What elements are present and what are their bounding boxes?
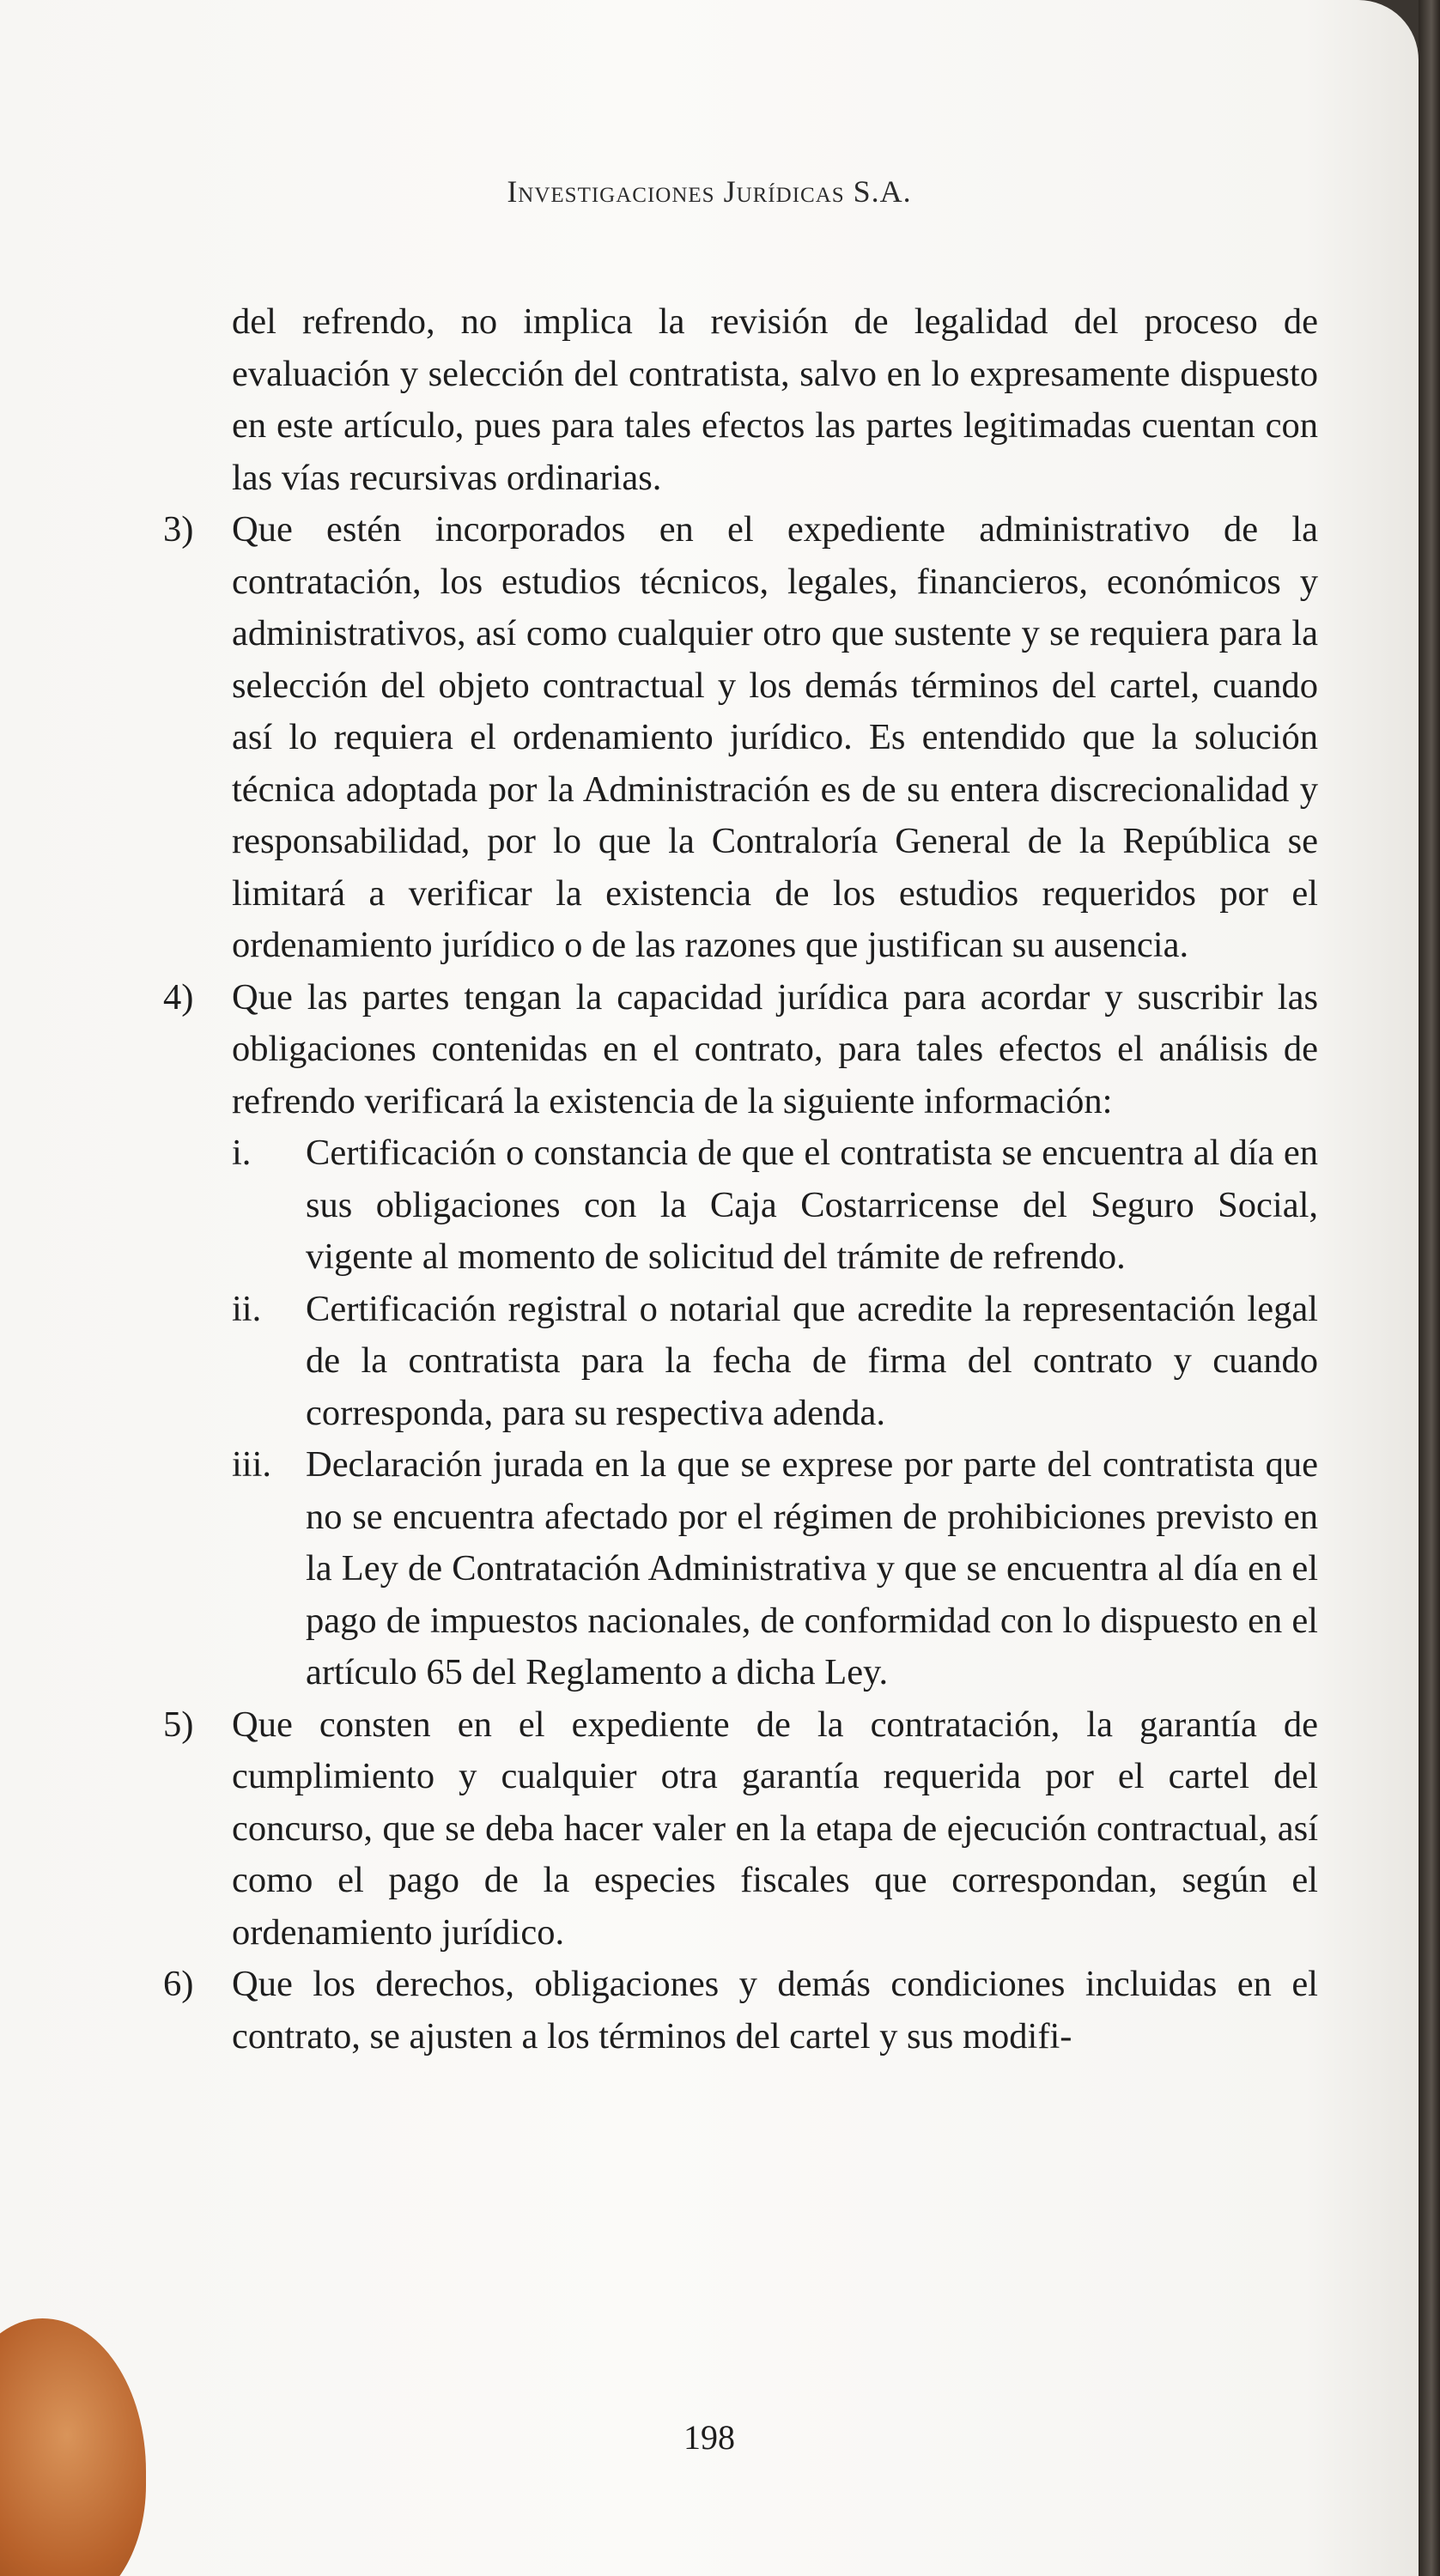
list-item-6 [163, 1959, 1318, 2063]
item-text: Que las partes tengan la capacidad jurídica para acordar y suscribir las obligaciones contenidas en el contrato, para tales efectos el análisis de refrendo verificará la existencia de la siguiente información: [232, 976, 1318, 1121]
thumb-photo-artifact [0, 2318, 146, 2576]
page-number: 198 [684, 2418, 735, 2457]
item-number: 4) [163, 976, 194, 1018]
subitem-text: Certificación o constancia de que el contratista se encuentra al día en sus obligaciones con la Caja Costarricense del Seguro Social, vigente al momento de solicitud del trámite de refrendo. [306, 1133, 1318, 1277]
item-text: Que consten en el expediente de la contratación, la garantía de cumplimiento y cualquier otra garantía requerida por el cartel del concurso, que se deba hacer valer en la etapa de ejecución contractual, así como el pago de la especies fiscales que correspondan, según el ordenamiento jurídico. [232, 1704, 1318, 1953]
item-text: Que los derechos, obligaciones y demás condiciones incluidas en el contrato, se ajusten a los términos del cartel y sus modifi- [232, 1964, 1318, 2057]
body-text [163, 296, 1318, 2063]
item-number: 6) [163, 1964, 194, 2004]
list-item-4 [163, 972, 1318, 1699]
subitem-i [232, 1127, 1318, 1284]
subitem-ii [232, 1284, 1318, 1440]
list-item-5 [163, 1699, 1318, 1959]
subitem-text: Declaración jurada en la que se exprese por parte del contratista que no se encuentra afectado por el régimen de prohibiciones previsto en la Ley de Contratación Administrativa y que se encuentra al día en el pago de impuestos nacionales, de conformidad con lo dispuesto en el artículo 65 del Reglamento a dicha Ley. [306, 1444, 1318, 1692]
subitem-number: i. [232, 1133, 252, 1173]
list-item-3 [163, 504, 1318, 972]
item-body [232, 972, 1318, 1699]
subitem-number: iii. [232, 1444, 272, 1485]
book-spine-edge [1419, 0, 1440, 2576]
running-head: Investigaciones Jurídicas S.A. [507, 174, 912, 209]
item-text: Que estén incorporados en el expediente administrativo de la contratación, los estudios técnicos, legales, financieros, económicos y administrativos, así como cualquier otro que sustente y se requiera para la selección del objeto contractual y los demás términos del cartel, cuando así lo requiera el ordenamiento jurídico. Es entendido que la solución técnica adoptada por la Administración es de su entera discrecionalidad y responsabilidad, por lo que la Contraloría General de la República se limitará a verificar la existencia de los estudios requeridos por el ordenamiento jurídico o de las razones que justifican su ausencia. [232, 509, 1318, 965]
item-number: 3) [163, 509, 194, 550]
continuation-paragraph: del refrendo, no implica la revisión de legalidad del proceso de evaluación y selección del contratista, salvo en lo expresamente dispuesto en este artículo, pues para tales efectos las partes legitimadas cuentan con las vías recursivas ordinarias. [232, 301, 1318, 498]
subitem-iii [232, 1439, 1318, 1699]
subitem-number: ii. [232, 1288, 262, 1329]
subitem-text: Certificación registral o notarial que acredite la representación legal de la contratista para la fecha de firma del contrato y cuando corresponda, para su respectiva adenda. [306, 1288, 1318, 1433]
item-number: 5) [163, 1704, 194, 1745]
